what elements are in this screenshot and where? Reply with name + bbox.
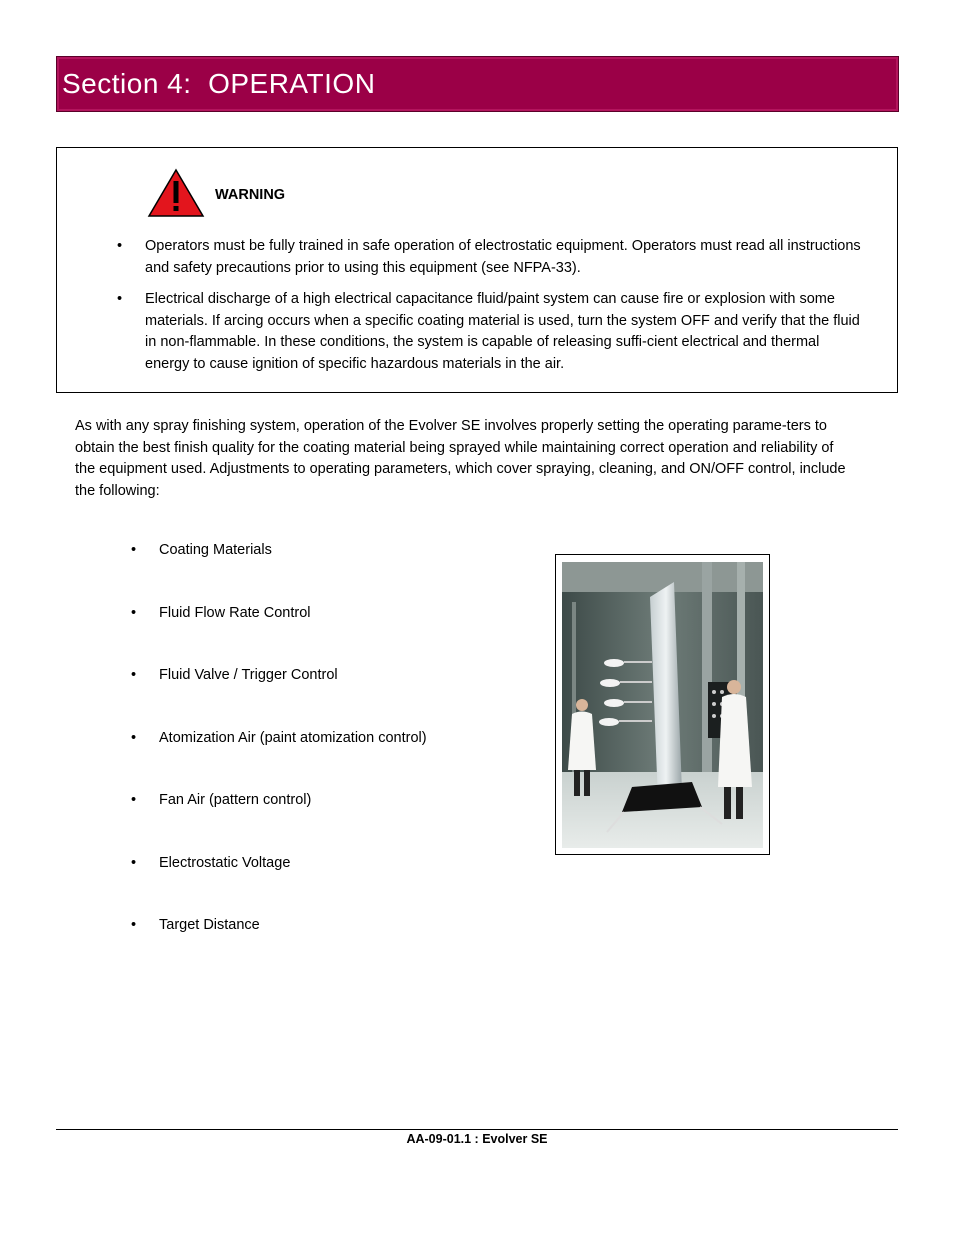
footer-text: AA-09-01.1 : Evolver SE bbox=[406, 1132, 548, 1146]
list-item-text: Target Distance bbox=[159, 917, 260, 933]
spray-booth-photo bbox=[562, 562, 763, 848]
section-title: Section 4: OPERATION bbox=[62, 68, 376, 99]
footer-rule bbox=[56, 1129, 898, 1130]
warning-label: WARNING bbox=[215, 187, 286, 203]
list-item-text: Fluid Flow Rate Control bbox=[159, 605, 311, 621]
warning-item bbox=[117, 289, 865, 375]
photo-frame bbox=[555, 554, 770, 855]
list-item-text: Fan Air (pattern control) bbox=[159, 792, 312, 808]
warning-item-text: Electrical discharge of a high electrical capacitance fluid/paint system can cause fire or explosion with some materials. If arcing occurs when a specific coating material is used, turn the system OFF and verify that the fluid in non-flammable. In these conditions, the system is capable of releasing suffi-cient electrical and thermal energy to cause ignition of specific hazardous materials in the air. bbox=[145, 291, 860, 372]
list-item-text: Electrostatic Voltage bbox=[159, 855, 291, 871]
bullet: • bbox=[131, 542, 137, 558]
bullet: • bbox=[131, 730, 137, 746]
list-item bbox=[131, 542, 272, 558]
list-item bbox=[131, 730, 427, 746]
bullet: • bbox=[131, 855, 137, 871]
warning-item bbox=[117, 236, 865, 279]
list-item bbox=[131, 667, 338, 683]
warning-box bbox=[56, 147, 898, 393]
bullet: • bbox=[131, 917, 137, 933]
bullet: • bbox=[131, 605, 137, 621]
warning-triangle-icon bbox=[147, 168, 205, 218]
bullet: • bbox=[117, 238, 123, 254]
list-item-text: Fluid Valve / Trigger Control bbox=[159, 667, 338, 683]
bullet: • bbox=[131, 667, 137, 683]
bullet: • bbox=[131, 792, 137, 808]
list-item-text: Atomization Air (paint atomization control) bbox=[159, 730, 427, 746]
list-item bbox=[131, 855, 291, 871]
list-item-text: Coating Materials bbox=[159, 542, 272, 558]
intro-paragraph: As with any spray finishing system, operation of the Evolver SE involves properly setting the operating parame-ters to obtain the best finish quality for the coating material being sprayed while maintaining correct operation and reliability of the equipment used. Adjustments to operating parameters, which cover spraying, cleaning, and ON/OFF control, include the following: bbox=[75, 418, 846, 499]
list-item bbox=[131, 792, 312, 808]
bullet: • bbox=[117, 291, 123, 307]
warning-item-text: Operators must be fully trained in safe operation of electrostatic equipment. Operators must read all instructions and safety precautions prior to using this equipment (see NFPA-33). bbox=[145, 238, 861, 276]
section-header bbox=[56, 56, 899, 112]
list-item bbox=[131, 605, 311, 621]
list-item bbox=[131, 917, 260, 933]
